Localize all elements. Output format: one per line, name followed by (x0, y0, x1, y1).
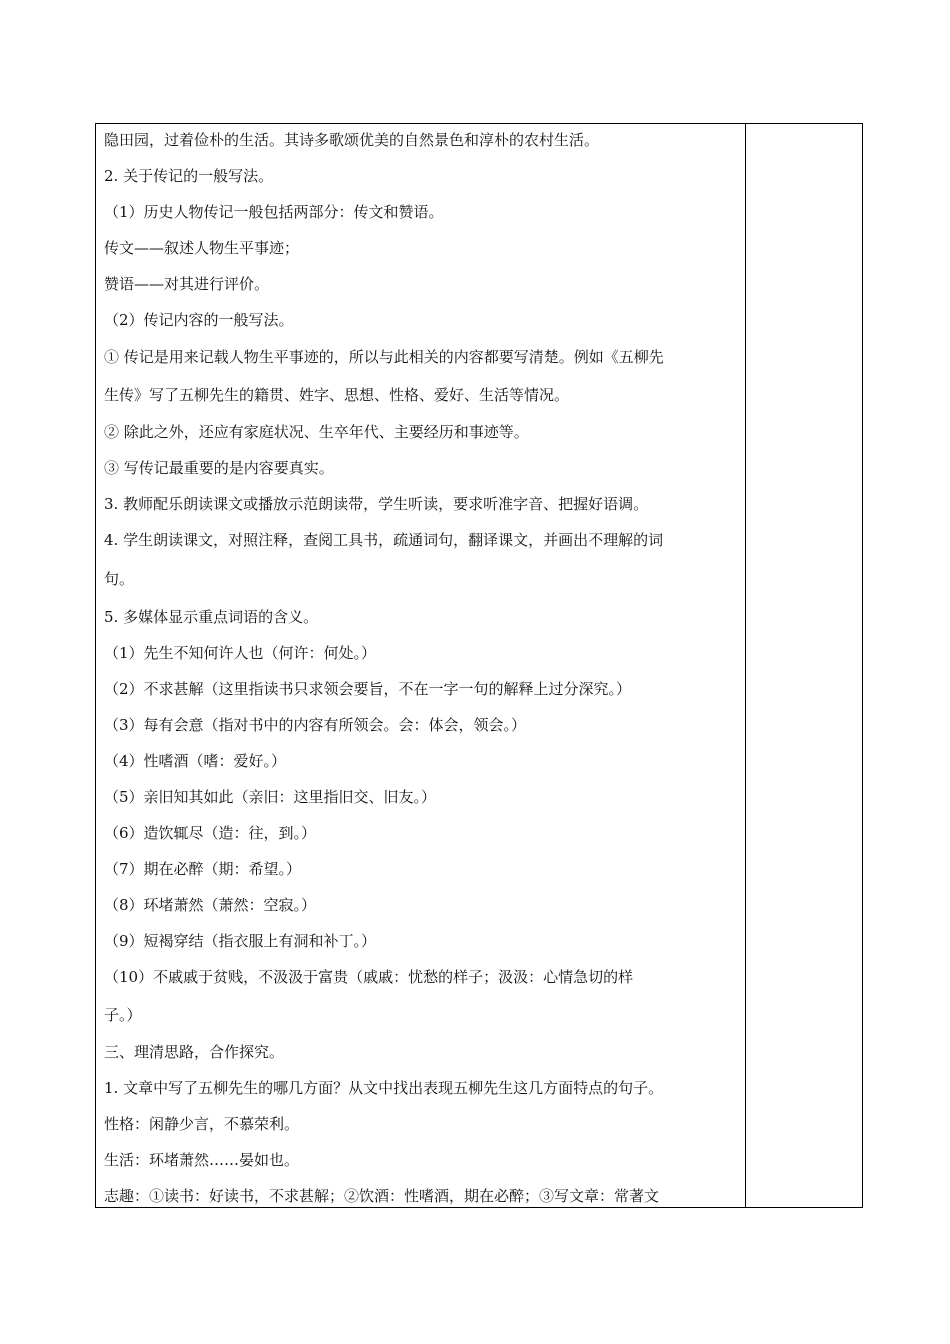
text-line: 子。） (104, 1006, 142, 1024)
text-line: （1）历史人物传记一般包括两部分：传文和赞语。 (104, 203, 444, 221)
text-line: ① 传记是用来记载人物生平事迹的，所以与此相关的内容都要写清楚。例如《五柳先 (104, 348, 664, 366)
text-line: 志趣：①读书：好读书，不求甚解；②饮酒：性嗜酒，期在必醉；③写文章：常著文 (104, 1187, 660, 1205)
text-line: 性格：闲静少言，不慕荣利。 (104, 1115, 300, 1133)
text-line: 隐田园，过着俭朴的生活。其诗多歌颂优美的自然景色和淳朴的农村生活。 (104, 131, 600, 149)
text-line: 3. 教师配乐朗读课文或播放示范朗读带，学生听读，要求听准字音、把握好语调。 (104, 495, 649, 513)
text-line: 传文——叙述人物生平事迹； (104, 239, 300, 257)
text-line: 生传》写了五柳先生的籍贯、姓字、思想、性格、爱好、生活等情况。 (104, 386, 570, 404)
text-line: （2）传记内容的一般写法。 (104, 311, 294, 329)
text-line: 赞语——对其进行评价。 (104, 275, 270, 293)
text-line: （5）亲旧知其如此（亲旧：这里指旧交、旧友。） (104, 788, 437, 806)
text-line: 句。 (104, 570, 135, 588)
text-line: （7）期在必醉（期：希望。） (104, 860, 302, 878)
text-line: 三、理清思路，合作探究。 (104, 1043, 285, 1061)
text-line: （3）每有会意（指对书中的内容有所领会。会：体会，领会。） (104, 716, 527, 734)
text-line: 2. 关于传记的一般写法。 (104, 167, 274, 185)
text-line: 生活：环堵萧然……晏如也。 (104, 1151, 300, 1169)
text-line: ③ 写传记最重要的是内容要真实。 (104, 459, 334, 477)
text-line: （10）不戚戚于贫贱，不汲汲于富贵（戚戚：忧愁的样子；汲汲：心情急切的样 (104, 968, 634, 986)
text-line: 4. 学生朗读课文，对照注释，查阅工具书，疏通词句，翻译课文，并画出不理解的词 (104, 531, 664, 549)
text-line: （6）造饮辄尽（造：往，到。） (104, 824, 317, 842)
text-line: （1）先生不知何许人也（何许：何处。） (104, 644, 377, 662)
column-divider (745, 123, 746, 1208)
text-line: （2）不求甚解（这里指读书只求领会要旨，不在一字一句的解释上过分深究。） (104, 680, 632, 698)
text-line: （8）环堵萧然（萧然：空寂。） (104, 896, 317, 914)
text-line: 5. 多媒体显示重点词语的含义。 (104, 608, 319, 626)
text-line: ② 除此之外，还应有家庭状况、生卒年代、主要经历和事迹等。 (104, 423, 529, 441)
text-line: （4）性嗜酒（嗜：爱好。） (104, 752, 287, 770)
text-line: （9）短褐穿结（指衣服上有洞和补丁。） (104, 932, 377, 950)
text-line: 1. 文章中写了五柳先生的哪几方面？从文中找出表现五柳先生这几方面特点的句子。 (104, 1079, 664, 1097)
